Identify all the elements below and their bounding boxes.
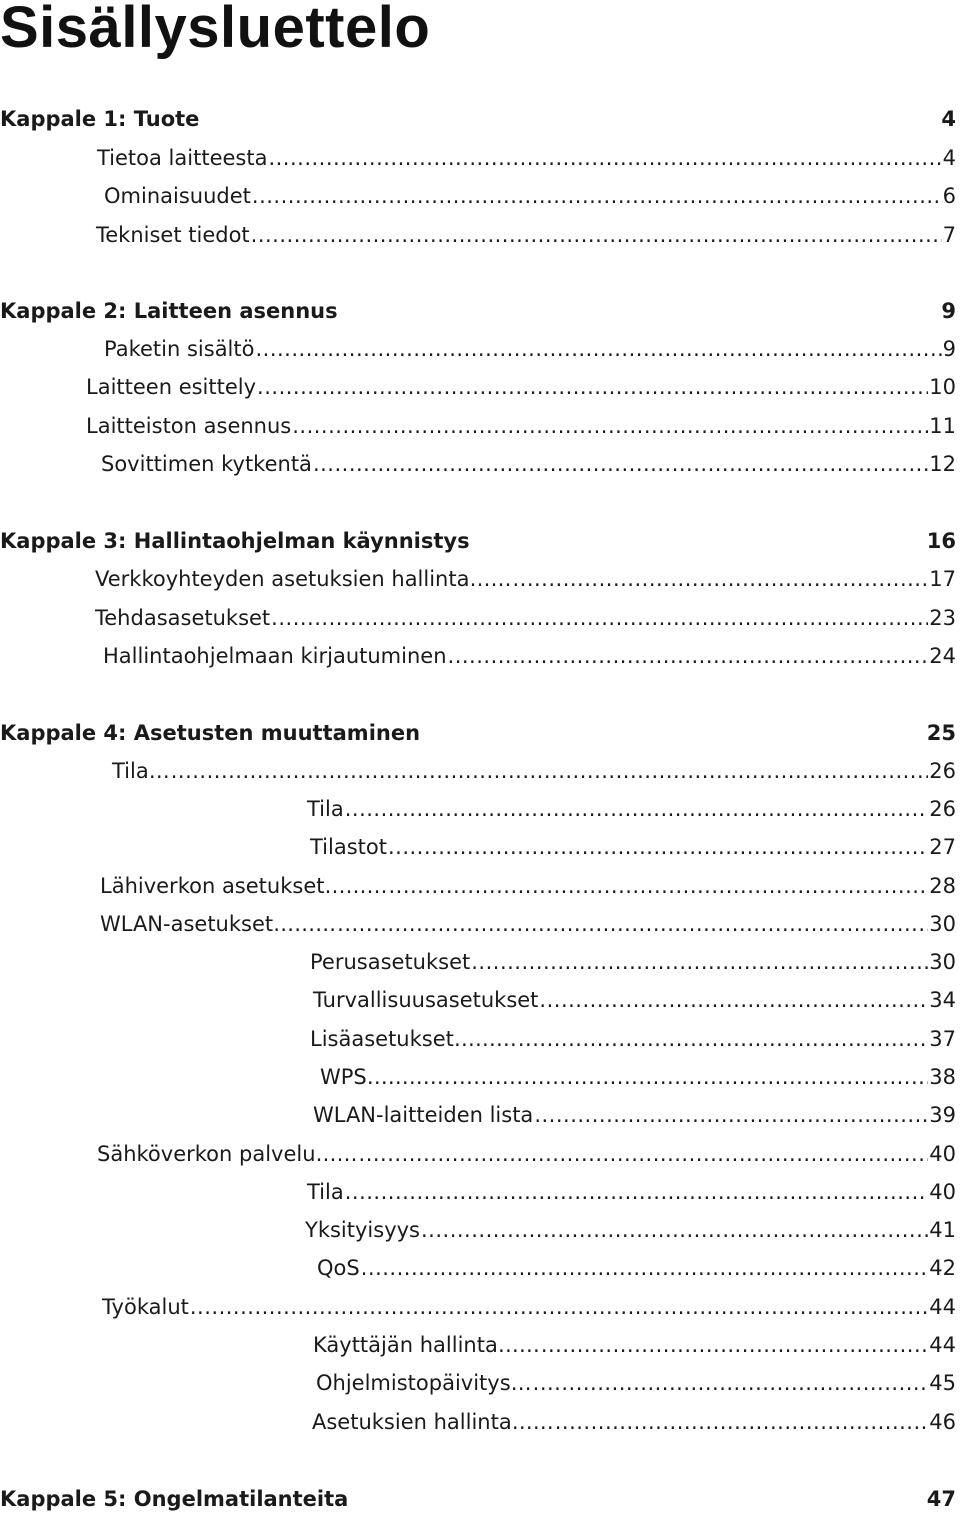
entry-label: Perusasetukset <box>310 950 471 974</box>
toc-chapter-3[interactable] <box>0 526 956 556</box>
toc-chapter-5[interactable] <box>0 1484 956 1514</box>
toc-entry[interactable] <box>86 411 956 441</box>
entry-label: Tila <box>307 797 344 821</box>
entry-page: 27 <box>929 835 956 859</box>
entry-label: Laitteen esittely <box>86 375 257 399</box>
dot-leader <box>171 756 929 786</box>
entry-page: 17 <box>929 567 956 591</box>
chapter-label: Kappale 4: Asetusten muuttaminen <box>0 721 421 745</box>
toc-entry[interactable] <box>104 181 956 211</box>
dot-leader <box>292 411 928 441</box>
entry-page: 40 <box>929 1180 956 1204</box>
entry-page: 12 <box>929 452 956 476</box>
dot-leader <box>555 1407 929 1437</box>
chapter-page: 16 <box>926 529 956 553</box>
entry-page: 42 <box>929 1256 956 1280</box>
toc-entry[interactable] <box>313 985 956 1015</box>
entry-label: Verkkoyhteyden asetuksien hallinta…… <box>95 567 512 591</box>
entry-label: Ohjelmistopäivitys… <box>316 1371 532 1395</box>
toc-chapter-2[interactable] <box>0 296 956 326</box>
toc-entry[interactable] <box>95 564 956 594</box>
entry-page: 4 <box>942 146 956 170</box>
toc-entry[interactable] <box>102 1292 956 1322</box>
entry-page: 26 <box>929 797 956 821</box>
entry-page: 41 <box>929 1218 956 1242</box>
toc-entry[interactable] <box>305 1215 956 1245</box>
toc-entry[interactable] <box>310 1024 956 1054</box>
dot-leader <box>388 871 928 901</box>
dot-leader <box>271 603 928 633</box>
entry-label: Asetuksien hallinta…… <box>312 1410 554 1434</box>
toc-entry[interactable] <box>320 1062 956 1092</box>
toc-entry[interactable] <box>96 220 956 250</box>
page-title: Sisällysluettelo <box>0 0 431 60</box>
entry-label: WLAN-asetukset……… <box>100 912 337 936</box>
toc-entry[interactable] <box>95 603 956 633</box>
chapter-label: Kappale 2: Laitteen asennus <box>0 299 338 323</box>
toc-entry[interactable] <box>100 909 956 939</box>
dot-leader <box>345 1177 929 1207</box>
dot-leader <box>452 1062 929 1092</box>
entry-page: 10 <box>929 375 956 399</box>
dot-leader <box>533 1368 929 1398</box>
dot-leader <box>471 947 928 977</box>
entry-page: 44 <box>929 1295 956 1319</box>
dot-leader <box>257 372 928 402</box>
toc-entry[interactable] <box>317 1253 956 1283</box>
dot-leader <box>421 1215 928 1245</box>
entry-label: Tila… <box>112 759 170 783</box>
entry-label: WPS………… <box>320 1065 451 1089</box>
entry-page: 30 <box>929 950 956 974</box>
toc-entry[interactable] <box>307 1177 956 1207</box>
toc-entry[interactable] <box>86 372 956 402</box>
dot-leader <box>190 1292 928 1322</box>
toc-entry[interactable] <box>310 832 956 862</box>
dot-leader <box>268 143 941 173</box>
entry-page: 40 <box>929 1142 956 1166</box>
entry-label: Tilastot <box>310 835 387 859</box>
entry-label: Käyttäjän hallinta…… <box>313 1333 540 1357</box>
entry-label: Sovittimen kytkentä <box>101 452 312 476</box>
entry-label: QoS <box>317 1256 360 1280</box>
entry-label: Työkalut <box>102 1295 189 1319</box>
toc-entry[interactable] <box>310 947 956 977</box>
toc-entry[interactable] <box>103 641 956 671</box>
dot-leader <box>512 564 928 594</box>
toc-entry[interactable] <box>112 756 956 786</box>
toc-entry[interactable] <box>312 1407 956 1437</box>
toc-entry[interactable] <box>313 1100 956 1130</box>
entry-label: Sähköverkon palvelu…… <box>97 1142 358 1166</box>
toc-chapter-1[interactable] <box>0 104 956 134</box>
entry-page: 46 <box>929 1410 956 1434</box>
dot-leader <box>541 1330 928 1360</box>
entry-page: 7 <box>942 223 956 247</box>
entry-label: Laitteiston asennus <box>86 414 292 438</box>
entry-page: 38 <box>929 1065 956 1089</box>
entry-page: 26 <box>929 759 956 783</box>
entry-label: Tietoa laitteesta <box>97 146 268 170</box>
dot-leader <box>534 1100 928 1130</box>
dot-leader <box>359 1139 929 1169</box>
entry-label: Turvallisuusasetukset <box>313 988 539 1012</box>
chapter-page: 9 <box>941 299 956 323</box>
dot-leader <box>313 449 928 479</box>
entry-page: 9 <box>942 337 956 361</box>
entry-page: 28 <box>929 874 956 898</box>
dot-leader <box>345 794 929 824</box>
dot-leader <box>388 832 928 862</box>
toc-entry[interactable] <box>316 1368 956 1398</box>
toc-entry[interactable] <box>313 1330 956 1360</box>
chapter-page: 25 <box>926 721 956 745</box>
toc-entry[interactable] <box>104 334 956 364</box>
entry-label: Tekniset tiedot <box>96 223 250 247</box>
entry-label: Hallintaohjelmaan kirjautuminen <box>103 644 447 668</box>
entry-label: WLAN-laitteiden lista <box>313 1103 534 1127</box>
entry-page: 45 <box>929 1371 956 1395</box>
entry-label: Lähiverkon asetukset……… <box>100 874 388 898</box>
entry-page: 44 <box>929 1333 956 1357</box>
dot-leader <box>255 334 941 364</box>
toc-entry[interactable] <box>101 449 956 479</box>
entry-page: 39 <box>929 1103 956 1127</box>
entry-page: 30 <box>929 912 956 936</box>
toc-chapter-4[interactable] <box>0 718 956 748</box>
entry-page: 34 <box>929 988 956 1012</box>
chapter-page: 4 <box>941 107 956 131</box>
dot-leader <box>539 985 928 1015</box>
entry-page: 11 <box>929 414 956 438</box>
chapter-label: Kappale 3: Hallintaohjelman käynnistys <box>0 529 470 553</box>
dot-leader <box>518 1024 928 1054</box>
entry-label: Tehdasasetukset <box>95 606 271 630</box>
dot-leader <box>337 909 928 939</box>
chapter-page: 47 <box>926 1487 956 1511</box>
chapter-label: Kappale 5: Ongelmatilanteita <box>0 1487 349 1511</box>
chapter-label: Kappale 1: Tuote <box>0 107 200 131</box>
dot-leader <box>252 181 942 211</box>
entry-label: Paketin sisältö <box>104 337 255 361</box>
dot-leader <box>361 1253 929 1283</box>
toc-entry[interactable] <box>97 1139 956 1169</box>
entry-label: Ominaisuudet <box>104 184 251 208</box>
entry-label: Tila <box>307 1180 344 1204</box>
entry-page: 23 <box>929 606 956 630</box>
toc-entry[interactable] <box>307 794 956 824</box>
toc-entry[interactable] <box>97 143 956 173</box>
entry-page: 37 <box>929 1027 956 1051</box>
dot-leader <box>251 220 942 250</box>
entry-label: Lisäasetukset……… <box>310 1027 517 1051</box>
toc-entry[interactable] <box>100 871 956 901</box>
entry-page: 6 <box>942 184 956 208</box>
entry-label: Yksityisyys <box>305 1218 420 1242</box>
dot-leader <box>448 641 929 671</box>
entry-page: 24 <box>929 644 956 668</box>
